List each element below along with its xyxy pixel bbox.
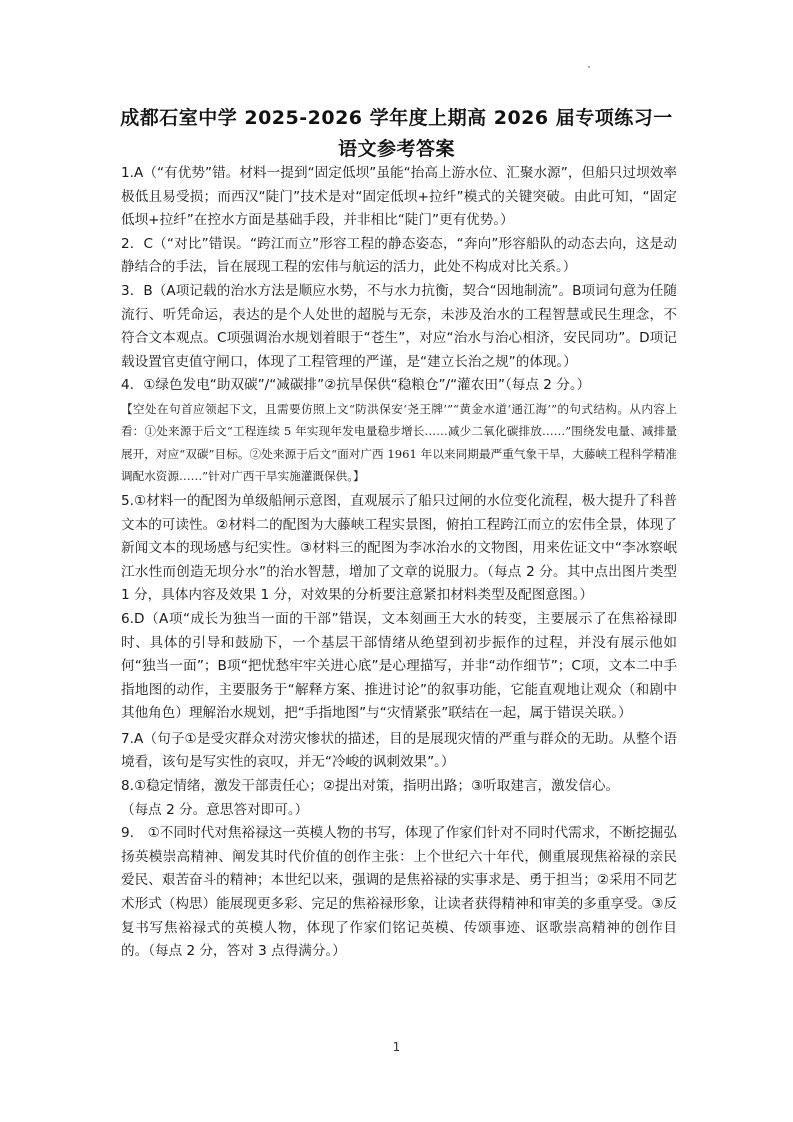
answer-8-note: （每点 2 分。意思答对即可。） bbox=[121, 801, 309, 818]
answer-8: 8.①稳定情绪，激发干部责任心；②提出对策，指明出路；③听取建言，激发信心。 bbox=[121, 778, 620, 795]
scan-speck bbox=[588, 66, 590, 68]
document-subtitle: 语文参考答案 bbox=[337, 138, 455, 160]
answer-1: 1.A（“有优势”错。材料一提到“固定低坝”虽能“抬高上游水位、汇聚水源”，但船只过坝效率极低且易受损；而西汉“陡门”技术是对“固定低坝+拉纤”模式的关键突破。由此可知，“固定低坝+拉纤”在控水方面是基础手段，并非相比“陡门”更有优势。） bbox=[121, 165, 677, 229]
answer-4-note: 【空处在句首应领起下文，且需要仿照上文“防洪保安‘尧王牌’”“黄金水道‘通江海’”的句式结构。从内容上看：①处来源于后文“工程连续 5 年实现年发电量稳步增长……减少二氧化碳排放……”围绕发电量、减排量展开，对应“双碳”目标。②处来源于后文“面对广西 1961 年以来同期最严重气象干旱，大藤峡工程科学精准调配水资源……”针对广西干旱实施灌溉保供。】 bbox=[121, 401, 677, 484]
answer-5: 5.①材料一的配图为单级船闸示意图，直观展示了船只过闸的水位变化流程，极大提升了科普文本的可读性。②材料二的配图为大藤峡工程实景图，俯拍工程跨江而立的宏伟全景，体现了新闻文本的现场感与纪实性。③材料三的配图为李冰治水的文物图，用来佐证文中“李冰察岷江水性而创造无坝分水”的治水智慧，增加了文章的说服力。（每点 2 分。其中点出图片类型 1 分，具体内容及效果 1 分，对效果的分析要注意紧扣材料类型及配图意图。） bbox=[121, 492, 677, 604]
page-number: 1 bbox=[392, 1040, 401, 1054]
answer-7: 7.A（句子①是受灾群众对涝灾惨状的描述，目的是展现灾情的严重与群众的无助。从整个语境看，该句是写实性的哀叹，并无“冷峻的讽刺效果”。） bbox=[121, 730, 677, 771]
answer-6: 6.D（A项“成长为独当一面的干部”错误，文本刻画王大水的转变，主要展示了在焦裕禄即时、具体的引导和鼓励下，一个基层干部情绪从绝望到初步振作的过程，并没有展示他如何“独当一面”；B项“把忧愁牢牢关进心底”是心理描写，并非“动作细节”；C项，文本二中手指地图的动作，主要服务于“解释方案、推进讨论”的叙事功能，它能直观地让观众（和剧中其他角色）理解治水规划，把“手指地图”与“灾情紧张”联结在一起，属于错误关联。） bbox=[121, 610, 677, 722]
answer-9: 9. ①不同时代对焦裕禄这一英模人物的书写，体现了作家们针对不同时代需求，不断挖掘弘扬英模崇高精神、阐发其时代价值的创作主张：上个世纪六十年代，侧重展现焦裕禄的亲民爱民、艰苦奋斗的精神；本世纪以来，强调的是焦裕禄的实事求是、勇于担当；②采用不同艺术形式（构思）能展现更多彩、完足的焦裕禄形象，让读者获得精神和审美的多重享受。③反复书写焦裕禄式的英模人物，体现了作家们铭记英模、传颂事迹、讴歌崇高精神的创作目的。（每点 2 分，答对 3 点得满分。） bbox=[121, 825, 677, 960]
answer-2: 2．C（“对比”错误。“跨江而立”形容工程的静态姿态，“奔向”形容船队的动态去向，这是动静结合的手法，旨在展现工程的宏伟与航运的活力，此处不构成对比关系。） bbox=[121, 235, 677, 276]
answer-4: 4．①绿色发电“助双碳”/“减碳排”②抗旱保供“稳粮仓”/“灌农田”（每点 2 分。） bbox=[121, 377, 591, 394]
answer-3: 3．B（A项记载的治水方法是顺应水势，不与水力抗衡，契合“因地制流”。B项词句意为任随流行、听凭命运，表达的是个人处世的超脱与无奈，未涉及治水的工程智慧或民生理念，不符合文本观点。C项强调治水规划着眼于“苍生”，对应“治水与治心相济，安民同功”。D项记载设置官吏值守闸口，体现了工程管理的严谨，是“建立长治之规”的体现。） bbox=[121, 282, 677, 370]
answer-body bbox=[121, 162, 677, 964]
document-title: 成都石室中学 2025-2026 学年度上期高 2026 届专项练习一 bbox=[120, 107, 673, 129]
